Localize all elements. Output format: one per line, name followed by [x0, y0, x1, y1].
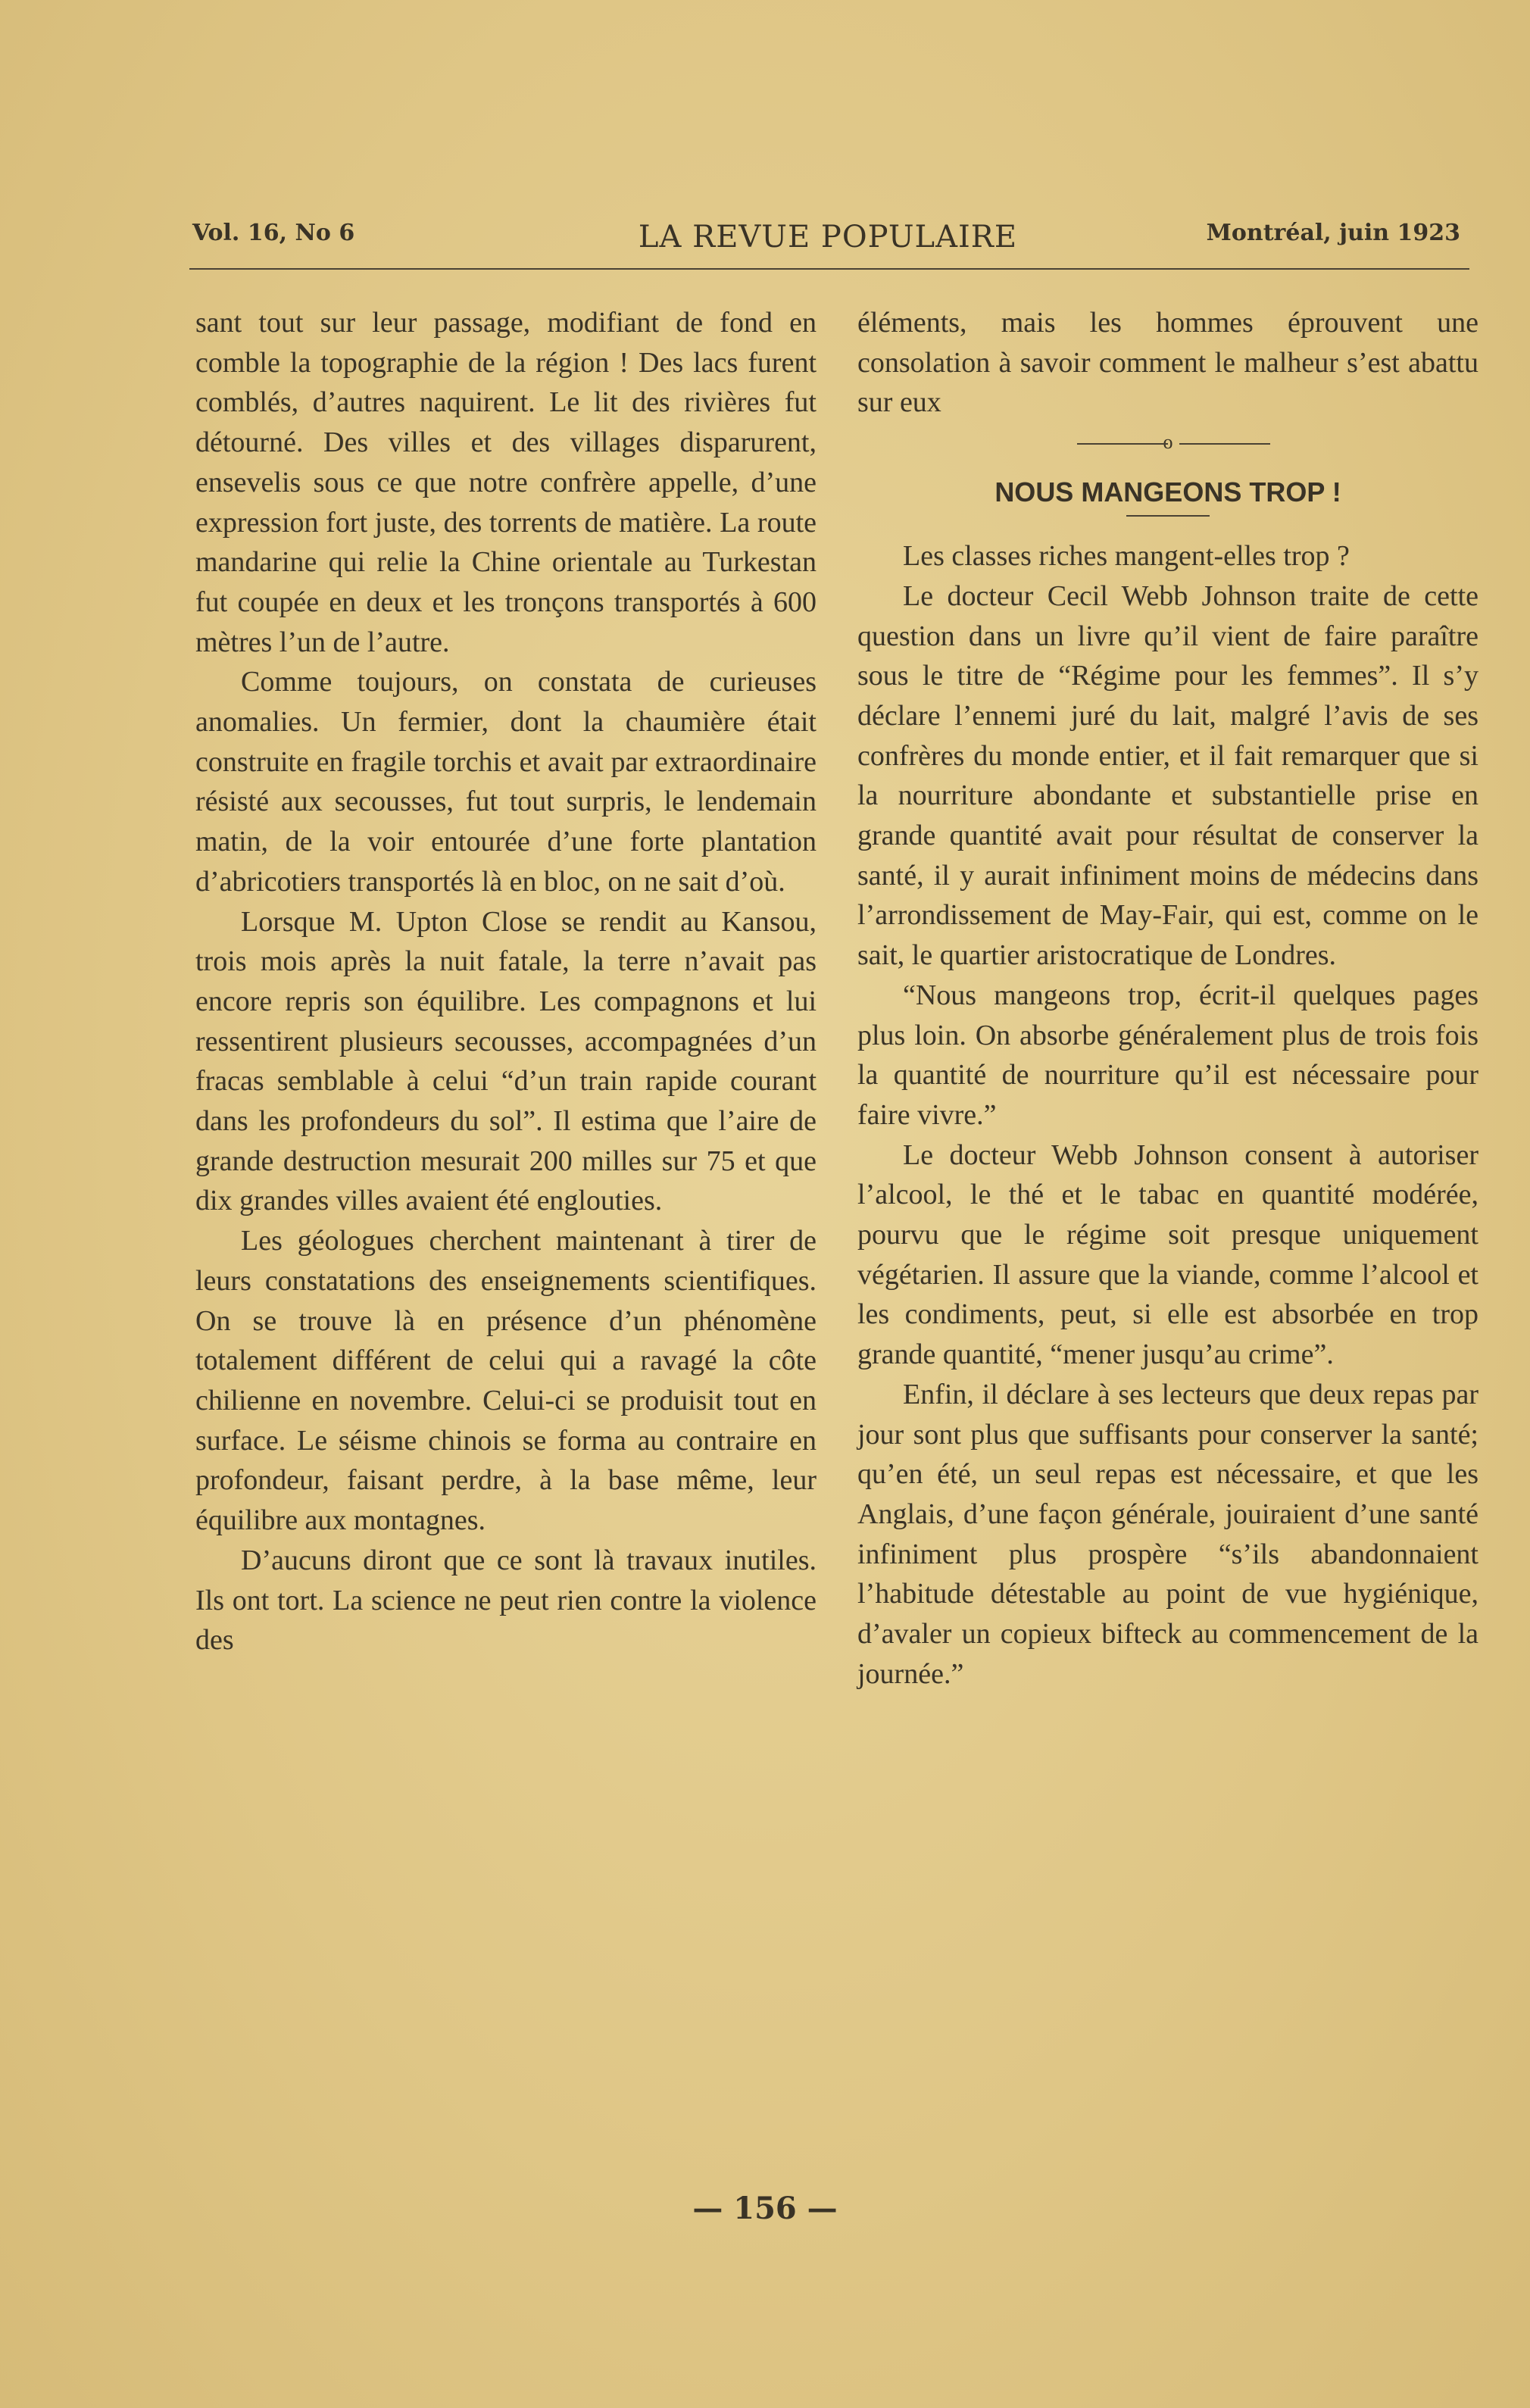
header-rule [189, 268, 1469, 270]
article-paragraph: sant tout sur leur passage, modifiant de fond en comble la topographie de la région ! Des lacs furent comblés, d’autres naquirent. Le lit des rivières fut détourné. Des villes et des villages disparurent, ensevelis sous ce que notre confrère appelle, d’une expression fort juste, des torrents de matière. La route mandarine qui relie la Chine orientale au Turkestan fut coupée en deux et les tronçons transportés à 600 mètres l’un de l’autre. [195, 307, 817, 658]
left-column [195, 303, 817, 1660]
title-underline [1126, 515, 1210, 517]
article-paragraph: D’aucuns diront que ce sont là travaux inutiles. Ils ont tort. La science ne peut rien contre la violence des [195, 1544, 817, 1657]
issue-date: Montréal, juin 1923 [1206, 220, 1460, 246]
publication-title: LA REVUE POPULAIRE [638, 220, 1018, 255]
article-paragraph: éléments, mais les hommes éprouvent une consolation à savoir comment le malheur s’est abattu sur eux [857, 307, 1478, 419]
article-paragraph: Les classes riches mangent-elles trop ? [903, 540, 1350, 573]
section-divider: o [857, 423, 1478, 462]
section-title: NOUS MANGEONS TROP ! [994, 476, 1341, 508]
page-number: — 156 — [692, 2191, 838, 2226]
article-paragraph: Le docteur Webb Johnson consent à autoriser l’alcool, le thé et le tabac en quantité modérée, pourvu que le régime soit presque uniquement végétarien. Il assure que la viande, comme l’alcool et les condiments, peut, si elle est absorbée en trop grande quantité, “mener jusqu’au crime”. [857, 1138, 1478, 1371]
article-paragraph: Comme toujours, on constata de curieuses anomalies. Un fermier, dont la chaumière était construite en fragile torchis et avait par extraordinaire résisté aux secousses, fut tout surpris, le lendemain matin, de la voir entourée d’une forte plantation d’abricotiers transportés là en bloc, on ne sait d’où. [195, 666, 817, 898]
article-paragraph: Enfin, il déclare à ses lecteurs que deux repas par jour sont plus que suffisants pour conserver la santé; qu’en été, un seul repas est nécessaire, et que les Anglais, d’une façon générale, jouiraient d’une santé infiniment plus prospère “s’ils abandonnaient l’habitude détestable au point de vue hygiénique, d’avaler un copieux bifteck au commencement de la journée.” [857, 1378, 1478, 1690]
article-paragraph: Lorsque M. Upton Close se rendit au Kansou, trois mois après la nuit fatale, la terre n’avait pas encore repris son équilibre. Les compagnons et lui ressentirent plusieurs secousses, accompagnées d’un fracas semblable à celui “d’un train rapide courant dans les profondeurs du sol”. Il estima que l’aire de grande destruction mesurait 200 milles sur 75 et que dix grandes villes avaient été englouties. [195, 905, 817, 1217]
article-paragraph: Les géologues cherchent maintenant à tirer de leurs constatations des enseignements scientifiques. On se trouve là en présence d’un phénomène totalement différent de celui qui a ravagé la côte chilienne en novembre. Celui-ci se produisit tout en surface. Le séisme chinois se forma au contraire en profondeur, faisant perdre, à la base même, leur équilibre aux montagnes. [195, 1225, 817, 1537]
volume-number: Vol. 16, No 6 [192, 220, 355, 246]
article-paragraph: “Nous mangeons trop, écrit-il quelques pages plus loin. On absorbe généralement plus de trois fois la quantité de nourriture qu’il est nécessaire pour faire vivre.” [857, 979, 1478, 1131]
article-paragraph: Le docteur Cecil Webb Johnson traite de cette question dans un livre qu’il vient de faire paraître sous le titre de “Régime pour les femmes”. Il s’y déclare l’ennemi juré du lait, malgré l’avis de ses confrères du monde entier, et il fait remarquer que si la nourriture abondante et substantielle prise en grande quantité avait pour résultat de conserver la santé, il y aurait infiniment moins de médecins dans l’arrondissement de May-Fair, qui est, comme on le sait, le quartier aristocratique de Londres. [857, 579, 1478, 972]
page-header [188, 220, 1468, 258]
right-column [857, 303, 1478, 1694]
